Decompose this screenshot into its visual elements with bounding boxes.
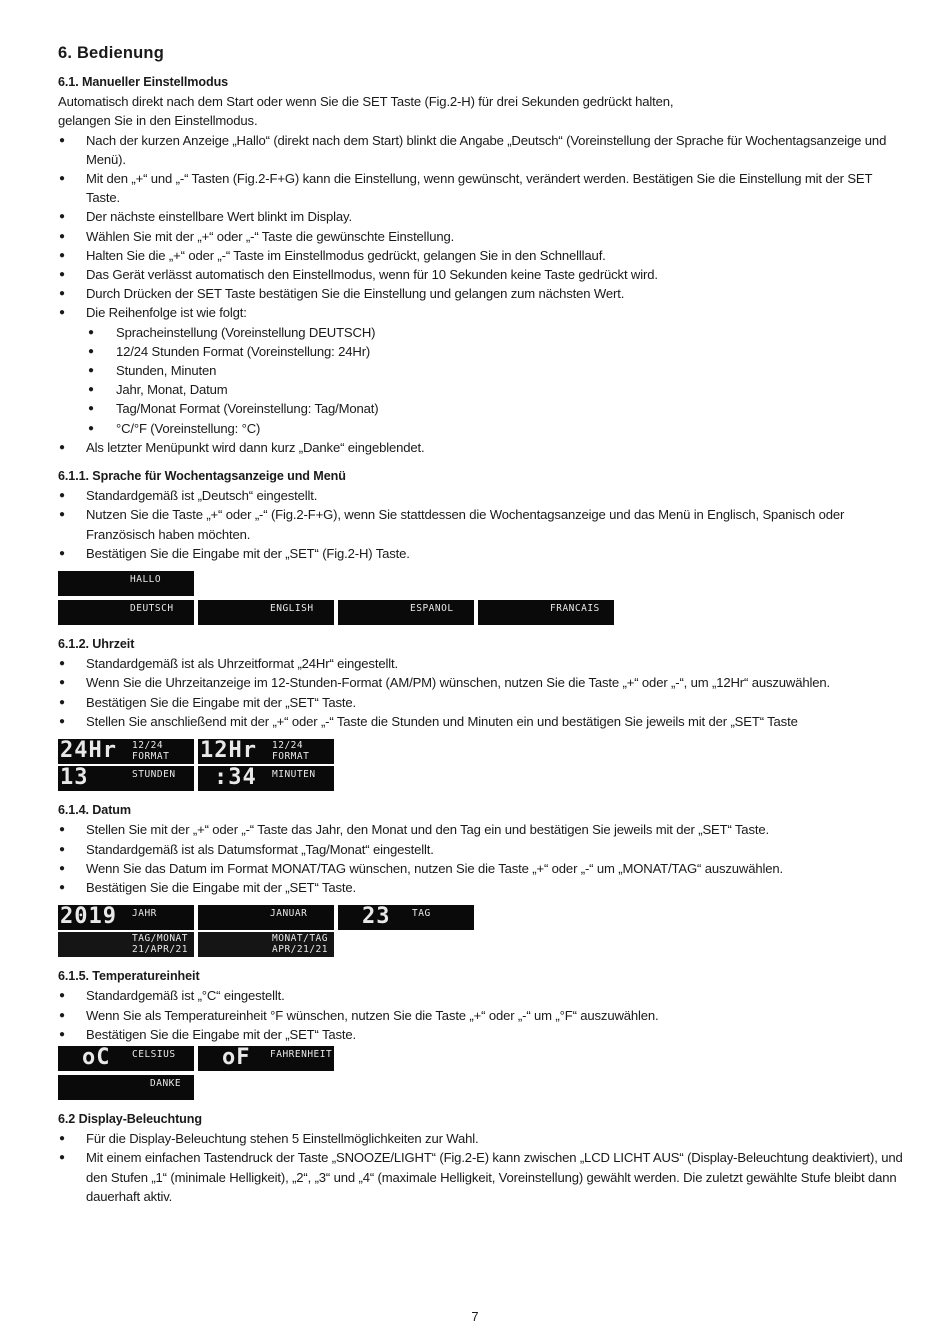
list-item: ● Durch Drücken der SET Taste bestätigen Sie die Einstellung und gelangen zum nächsten Wert. (58, 284, 908, 303)
intro-line: Automatisch direkt nach dem Start oder wenn Sie die SET Taste (Fig.2-H) für drei Sekunden gedrückt halten, (58, 94, 674, 110)
list-item: ● Stellen Sie mit der „+“ oder „-“ Taste das Jahr, den Monat und den Tag ein und bestätigen Sie jeweils mit der „SET“ Taste. (58, 820, 908, 839)
lcd-text: ESPANOL (410, 603, 454, 615)
list-item: ● Nach der kurzen Anzeige „Hallo“ (direkt nach dem Start) blinkt die Angabe „Deutsch“ (Voreinstellung der Sprache für Wochentagsanzeige und Menü). (58, 131, 908, 169)
lcd-big-text: 23 (362, 905, 391, 930)
list-item: ● Mit einem einfachen Tastendruck der Taste „SNOOZE/LIGHT“ (Fig.2-E) kann zwischen „LCD LICHT AUS“ (Display-Beleuchtung deaktiviert), und den Stufen „1“ (minimale Helligkeit), „2“, „3“ und „4“ (maximale Helligkeit, Voreinstellung) gewählt werden. Die zuletzt gewählte Stufe bleibt dann dauerhaft aktiv. (58, 1148, 908, 1206)
section-date (58, 801, 908, 957)
list-item: ● Für die Display-Beleuchtung stehen 5 Einstellmöglichkeiten zur Wahl. (58, 1129, 908, 1148)
lcd-big-text: 2019 (60, 905, 117, 930)
page-heading: 6. Bedienung (58, 44, 164, 62)
lcd-text: FORMAT (272, 751, 310, 763)
lcd-text: APR/21/21 (272, 944, 328, 956)
list-item: ● Standardgemäß ist „°C“ eingestellt. (58, 986, 908, 1005)
list-item: ● Halten Sie die „+“ oder „-“ Taste im Einstellmodus gedrückt, gelangen Sie in den Schnelllauf. (58, 246, 908, 265)
manual-page (58, 44, 908, 1206)
section-language (58, 467, 908, 625)
lcd-display-month (198, 905, 334, 930)
lcd-text: FORMAT (132, 751, 170, 763)
list-item-text: Die Reihenfolge ist wie folgt: (86, 305, 247, 321)
list-item: ● Wählen Sie mit der „+“ oder „-“ Taste die gewünschte Einstellung. (58, 227, 908, 246)
lcd-display-day (338, 905, 474, 930)
list-item: ● Wenn Sie als Temperatureinheit °F wünschen, nutzen Sie die Taste „+“ oder „-“ um „°F“ auszuwählen. (58, 1006, 908, 1025)
lcd-big-text: 13 (60, 766, 89, 791)
lcd-display-francais (478, 600, 614, 625)
lcd-text: TAG/MONAT (132, 933, 188, 945)
lcd-display-minutes (198, 766, 334, 791)
bullet-list (58, 820, 908, 897)
section-manual-settings (58, 73, 908, 457)
bullet-list (58, 131, 908, 457)
lcd-text: 12/24 (132, 740, 164, 752)
lcd-text: FAHRENHEIT (270, 1048, 333, 1060)
lcd-display-danke (58, 1075, 194, 1100)
list-item: ● Stellen Sie anschließend mit der „+“ oder „-“ Taste die Stunden und Minuten ein und bestätigen Sie jeweils mit der „SET“ Taste (58, 712, 908, 731)
lcd-text: TAG (412, 908, 431, 920)
section-time (58, 635, 908, 791)
lcd-display-espanol (338, 600, 474, 625)
section-temperature-unit (58, 967, 908, 1100)
section-title: 6.1.2. Uhrzeit (58, 637, 135, 652)
section-title: 6.1.1. Sprache für Wochentagsanzeige und Menü (58, 469, 346, 484)
list-item: ● Wenn Sie die Uhrzeitanzeige im 12-Stunden-Format (AM/PM) wünschen, nutzen Sie die Taste „+“ oder „-“, um „12Hr“ auszuwählen. (58, 673, 908, 692)
list-item: ● Standardgemäß ist „Deutsch“ eingestellt. (58, 486, 908, 505)
section-title: 6.2 Display-Beleuchtung (58, 1111, 202, 1126)
lcd-big-text: 12Hr (200, 739, 257, 764)
lcd-display-year (58, 905, 194, 930)
section-backlight (58, 1110, 908, 1206)
bullet-list (58, 654, 908, 731)
lcd-text: STUNDEN (132, 769, 176, 781)
lcd-display-hours (58, 766, 194, 791)
list-item: ● °C/°F (Voreinstellung: °C) (86, 419, 908, 438)
list-item: ● Bestätigen Sie die Eingabe mit der „SET“ (Fig.2-H) Taste. (58, 544, 908, 563)
intro-line: gelangen Sie in den Einstellmodus. (58, 113, 258, 129)
list-item: ● Als letzter Menüpunkt wird dann kurz „Danke“ eingeblendet. (58, 438, 908, 457)
lcd-text: MINUTEN (272, 769, 316, 781)
lcd-display-celsius (58, 1046, 194, 1071)
section-title: 6.1.5. Temperatureinheit (58, 969, 200, 984)
section-title: 6.1. Manueller Einstellmodus (58, 75, 229, 89)
list-item: ● Standardgemäß ist als Uhrzeitformat „24Hr“ eingestellt. (58, 654, 908, 673)
bullet-list (58, 486, 908, 563)
list-item: ● Nutzen Sie die Taste „+“ oder „-“ (Fig.2-F+G), wenn Sie stattdessen die Wochentagsanzeige und das Menü in Englisch, Spanisch oder Französisch haben möchten. (58, 505, 908, 543)
lcd-text: DEUTSCH (130, 603, 174, 615)
lcd-display-deutsch (58, 600, 194, 625)
page-number: 7 (471, 1309, 479, 1324)
lcd-text: JAHR (132, 908, 157, 920)
list-item: ● Bestätigen Sie die Eingabe mit der „SET“ Taste. (58, 878, 908, 897)
lcd-text: 21/APR/21 (132, 944, 188, 956)
list-item: ● Bestätigen Sie die Eingabe mit der „SET“ Taste. (58, 1025, 908, 1044)
bullet-list (58, 986, 908, 1044)
lcd-text: MONAT/TAG (272, 933, 328, 945)
bullet-list (58, 1129, 908, 1206)
lcd-text: HALLO (130, 574, 162, 586)
lcd-display-day-month-format (58, 932, 194, 957)
lcd-display-fahrenheit (198, 1046, 334, 1071)
list-item: ● Stunden, Minuten (86, 361, 908, 380)
lcd-display-month-day-format (198, 932, 334, 957)
list-item: ● Das Gerät verlässt automatisch den Einstellmodus, wenn für 10 Sekunden keine Taste gedrückt wird. (58, 265, 908, 284)
list-item: ● Standardgemäß ist als Datumsformat „Tag/Monat“ eingestellt. (58, 840, 908, 859)
lcd-text: 12/24 (272, 740, 304, 752)
list-item: ● Der nächste einstellbare Wert blinkt im Display. (58, 207, 908, 226)
section-title: 6.1.4. Datum (58, 803, 131, 818)
lcd-text: JANUAR (270, 908, 308, 920)
lcd-big-text: 24Hr (60, 739, 117, 764)
lcd-big-text: oF (222, 1045, 251, 1070)
list-item: ● Mit den „+“ und „-“ Tasten (Fig.2-F+G) kann die Einstellung, wenn gewünscht, verändert werden. Bestätigen Sie die Einstellung mit der SET Taste. (58, 169, 908, 207)
order-list (86, 323, 908, 438)
list-item: ● Bestätigen Sie die Eingabe mit der „SET“ Taste. (58, 693, 908, 712)
list-item (58, 303, 908, 437)
list-item: ● Tag/Monat Format (Voreinstellung: Tag/Monat) (86, 399, 908, 418)
lcd-big-text: oC (82, 1045, 111, 1070)
list-item: ● 12/24 Stunden Format (Voreinstellung: 24Hr) (86, 342, 908, 361)
lcd-text: CELSIUS (132, 1048, 176, 1060)
lcd-display-english (198, 600, 334, 625)
lcd-display-12hr (198, 739, 334, 764)
list-item: ● Jahr, Monat, Datum (86, 380, 908, 399)
lcd-display-hallo (58, 571, 194, 596)
list-item: ● Wenn Sie das Datum im Format MONAT/TAG wünschen, nutzen Sie die Taste „+“ oder „-“ um „MONAT/TAG“ auszuwählen. (58, 859, 908, 878)
lcd-big-text: :34 (214, 766, 257, 791)
lcd-display-24hr (58, 739, 194, 764)
lcd-text: DANKE (150, 1077, 182, 1089)
lcd-text: FRANCAIS (550, 603, 600, 615)
lcd-text: ENGLISH (270, 603, 314, 615)
list-item: ● Spracheinstellung (Voreinstellung DEUTSCH) (86, 323, 908, 342)
